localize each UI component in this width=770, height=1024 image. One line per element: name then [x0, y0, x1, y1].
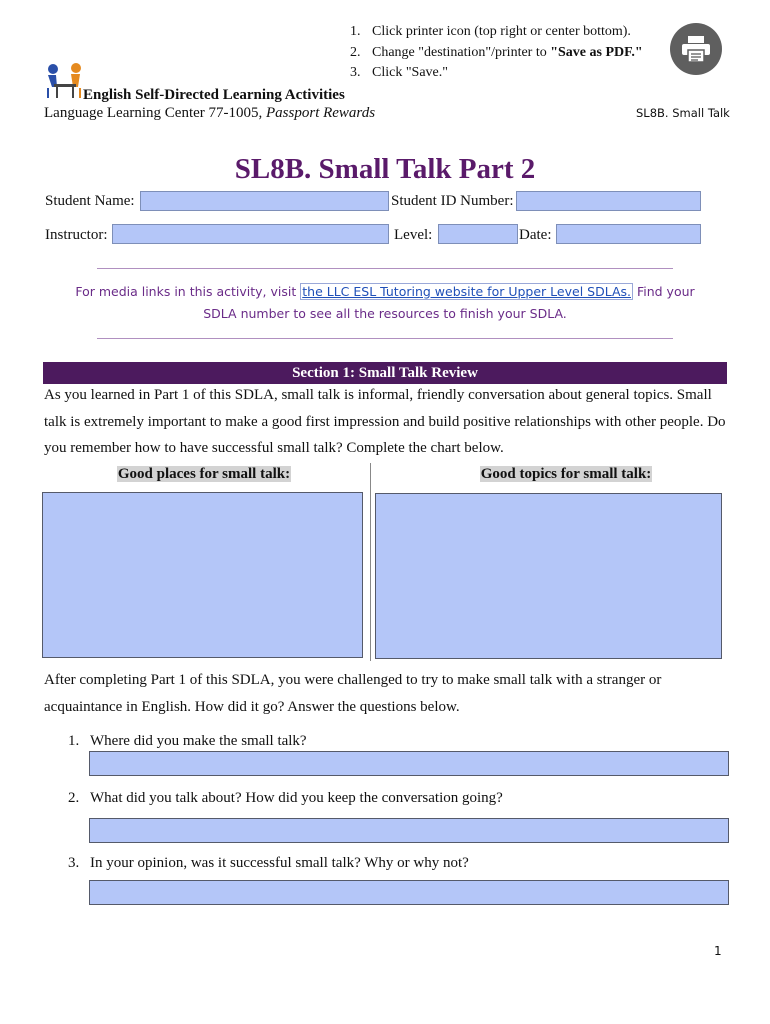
divider	[97, 268, 673, 269]
question-2: 2. What did you talk about? How did you keep the conversation going?	[68, 790, 503, 806]
print-button[interactable]	[670, 23, 722, 75]
question-1: 1. Where did you make the small talk?	[68, 733, 307, 749]
followup-text: After completing Part 1 of this SDLA, you were challenged to try to make small talk with a stranger or acquaintance in English. How did it go? Answer the questions below.	[44, 672, 662, 715]
page-number: 1	[714, 944, 722, 958]
instructor-label: Instructor:	[45, 227, 108, 243]
media-note: For media links in this activity, visit the LLC ESL Tutoring website for Upper Level SDLAs. Find your SDLA number to see all the resources to finish your SDLA.	[75, 284, 695, 321]
level-field[interactable]	[438, 224, 518, 244]
date-field[interactable]	[556, 224, 701, 244]
printer-icon	[681, 35, 711, 63]
page-title: SL8B. Small Talk Part 2	[234, 153, 536, 185]
topics-answer-box[interactable]	[375, 493, 722, 659]
print-instructions	[350, 22, 643, 84]
header-code: SL8B. Small Talk	[636, 106, 730, 120]
topics-column-header: Good topics for small talk:	[480, 466, 652, 482]
instruction-item: 3. Click "Save."	[350, 65, 448, 80]
divider	[97, 338, 673, 339]
column-divider	[370, 463, 371, 661]
student-name-label: Student Name:	[45, 193, 135, 209]
answer-field-2[interactable]	[89, 818, 729, 843]
answer-field-1[interactable]	[89, 751, 729, 776]
org-title: English Self-Directed Learning Activities	[83, 87, 345, 103]
date-label: Date:	[519, 227, 552, 243]
instructor-field[interactable]	[112, 224, 389, 244]
student-id-label: Student ID Number:	[391, 193, 514, 209]
level-label: Level:	[394, 227, 433, 243]
instruction-item: 1. Click printer icon (top right or center bottom).	[350, 24, 631, 39]
esl-tutoring-link[interactable]: the LLC ESL Tutoring website for Upper Level SDLAs.	[302, 284, 631, 299]
question-3: 3. In your opinion, was it successful small talk? Why or why not?	[68, 855, 469, 871]
places-column-header: Good places for small talk:	[117, 466, 291, 482]
org-subtitle: Language Learning Center 77-1005, Passport Rewards	[44, 105, 376, 121]
student-id-field[interactable]	[516, 191, 701, 211]
places-answer-box[interactable]	[42, 492, 363, 658]
instruction-item: 2. Change "destination"/printer to "Save as PDF."	[350, 44, 643, 60]
answer-field-3[interactable]	[89, 880, 729, 905]
section-1-header: Section 1: Small Talk Review	[43, 362, 727, 384]
section-1-intro: As you learned in Part 1 of this SDLA, small talk is informal, friendly conversation about general topics. Small talk is extremely important to make a good first impression and build positive relationships with other people. Do you remember how to have successful small talk? Complete the chart below.	[44, 387, 726, 456]
student-name-field[interactable]	[140, 191, 389, 211]
